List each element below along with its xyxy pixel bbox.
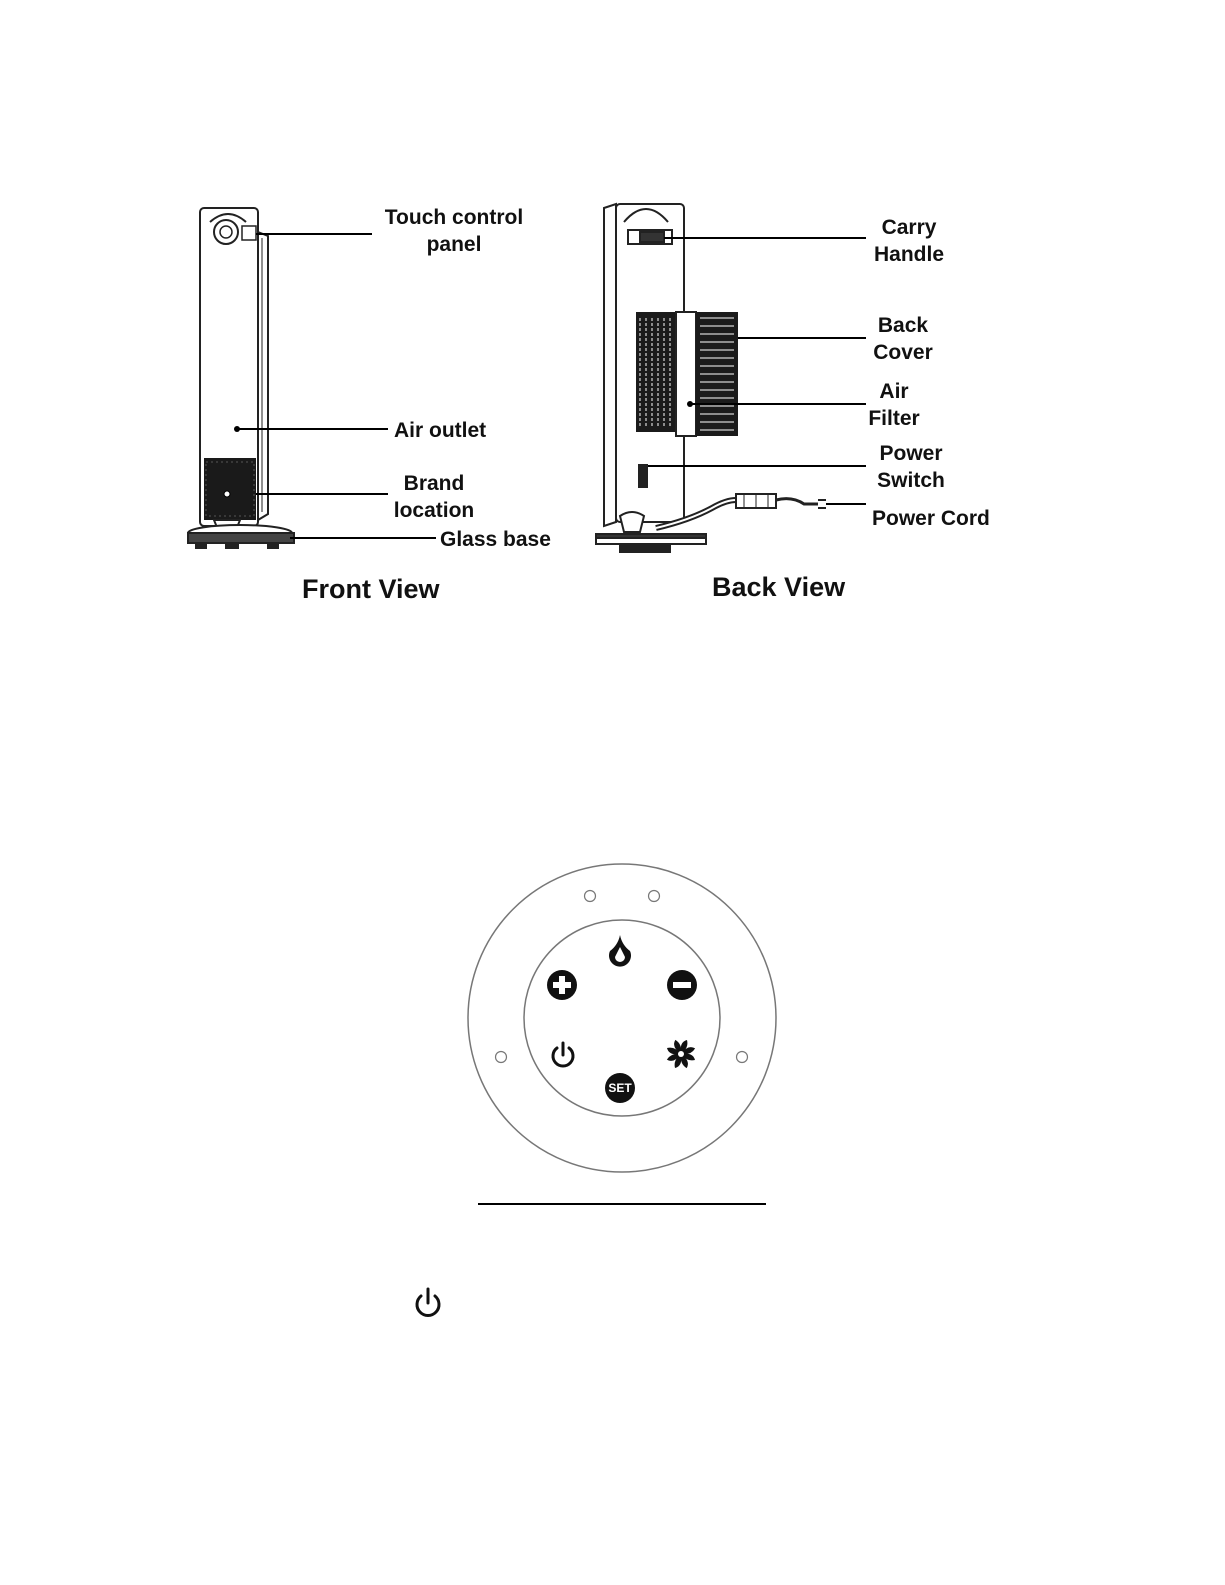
power-icon[interactable] — [547, 1039, 579, 1071]
air-filter-label: Air Filter — [868, 380, 920, 430]
screw-hole — [585, 891, 596, 902]
front-view-caption: Front View — [302, 574, 440, 604]
set-button[interactable] — [605, 1073, 635, 1103]
fan-icon[interactable] — [665, 1038, 697, 1070]
minus-icon[interactable] — [666, 969, 698, 1001]
back-cover-part — [676, 312, 738, 436]
air-outlet-label: Air outlet — [394, 419, 487, 442]
glass-base-label: Glass base — [440, 528, 551, 551]
divider-line — [478, 1203, 766, 1205]
power-icon — [412, 1286, 444, 1320]
screw-hole — [496, 1052, 507, 1063]
touch-control-panel-label: Touch control panel — [384, 206, 524, 256]
water-drop-icon[interactable] — [604, 933, 636, 967]
power-switch-label: Power Switch — [877, 442, 945, 492]
back-view-diagram — [0, 0, 1225, 640]
plus-icon[interactable] — [546, 969, 578, 1001]
screw-hole — [737, 1052, 748, 1063]
carry-handle-label: Carry Handle — [873, 216, 944, 266]
brand-location-label: Brand location — [393, 472, 475, 522]
screw-hole — [649, 891, 660, 902]
back-cover-label: Back Cover — [873, 314, 933, 364]
power-cord-label: Power Cord — [872, 507, 990, 530]
set-button-label: SET — [608, 1081, 632, 1095]
back-filter-panel — [636, 312, 676, 432]
back-view-caption: Back View — [712, 572, 846, 602]
control-panel-diagram — [460, 856, 786, 1182]
back-power-switch — [638, 464, 648, 488]
